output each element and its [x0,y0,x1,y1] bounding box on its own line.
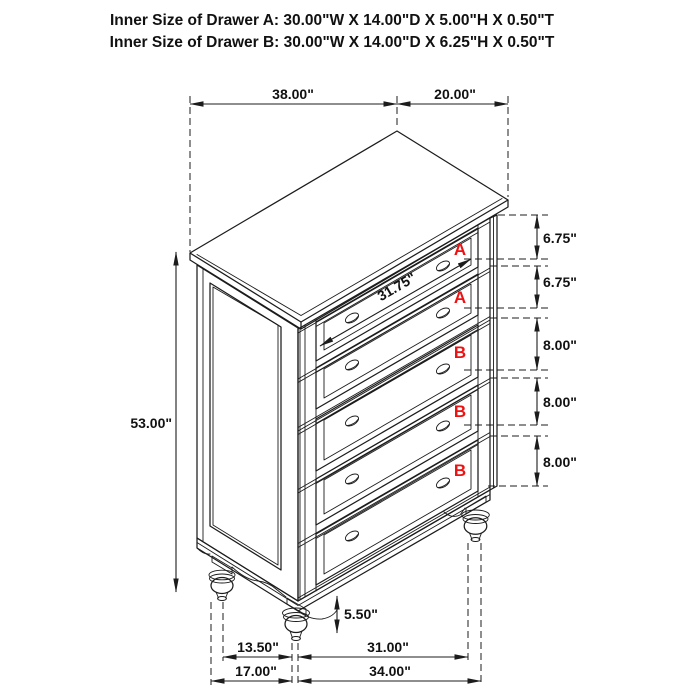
leg-height-dimension [337,596,378,633]
leg-height-dimension-label: 5.50" [344,606,378,622]
drawer-a-inner-size-text: Inner Size of Drawer A: 30.00"W X 14.00"D X 5.00"H X 0.50"T [109,12,555,29]
drawer-a1-label: A [453,240,467,259]
drawer-a1-right-handle [435,259,451,273]
drawer-b3-left-handle [344,529,360,543]
drawer-height-label-5: 8.00" [543,454,577,470]
foot-depth-outer-label: 17.00" [235,663,277,679]
drawer-b2-right-handle [435,419,451,433]
overall-height-dimension-label: 53.00" [130,415,172,431]
drawer-height-label-3: 8.00" [543,337,577,353]
drawer-opening-width-label: 31.75" [374,269,419,305]
foot-width-inner-label: 31.00" [367,639,409,655]
drawer-b3-right-handle [435,476,451,490]
drawer-height-label-1: 6.75" [543,230,577,246]
chest-left-panel [197,265,305,601]
top-dimensions [190,86,508,252]
chest-drawing [190,131,508,641]
drawer-b-inner-size-text: Inner Size of Drawer B: 30.00"W X 14.00"D X 6.25"H X 0.50"T [109,34,555,51]
foot-depth-inner-label: 13.50" [237,639,279,655]
top-width-dimension-label: 38.00" [272,86,314,102]
drawer-a2-left-handle [344,358,360,372]
drawer-a2-label: A [453,288,467,307]
drawer-height-dimensions [464,215,577,486]
drawer-b3-label: B [453,461,467,480]
drawer-a1-left-handle [344,311,360,325]
left-foot [209,556,235,601]
drawer-b1-right-handle [435,362,451,376]
drawer-b2-label: B [453,402,467,421]
foot-width-outer-label: 34.00" [369,663,411,679]
drawer-height-label-2: 6.75" [543,274,577,290]
drawer-b1-label: B [453,343,467,362]
drawer-height-label-4: 8.00" [543,394,577,410]
height-dimension [130,252,176,592]
drawer-a2-right-handle [435,306,451,320]
title-block [110,12,555,51]
drawer-b1-left-handle [344,414,360,428]
top-depth-dimension-label: 20.00" [434,86,476,102]
drawer-b2-left-handle [344,472,360,486]
